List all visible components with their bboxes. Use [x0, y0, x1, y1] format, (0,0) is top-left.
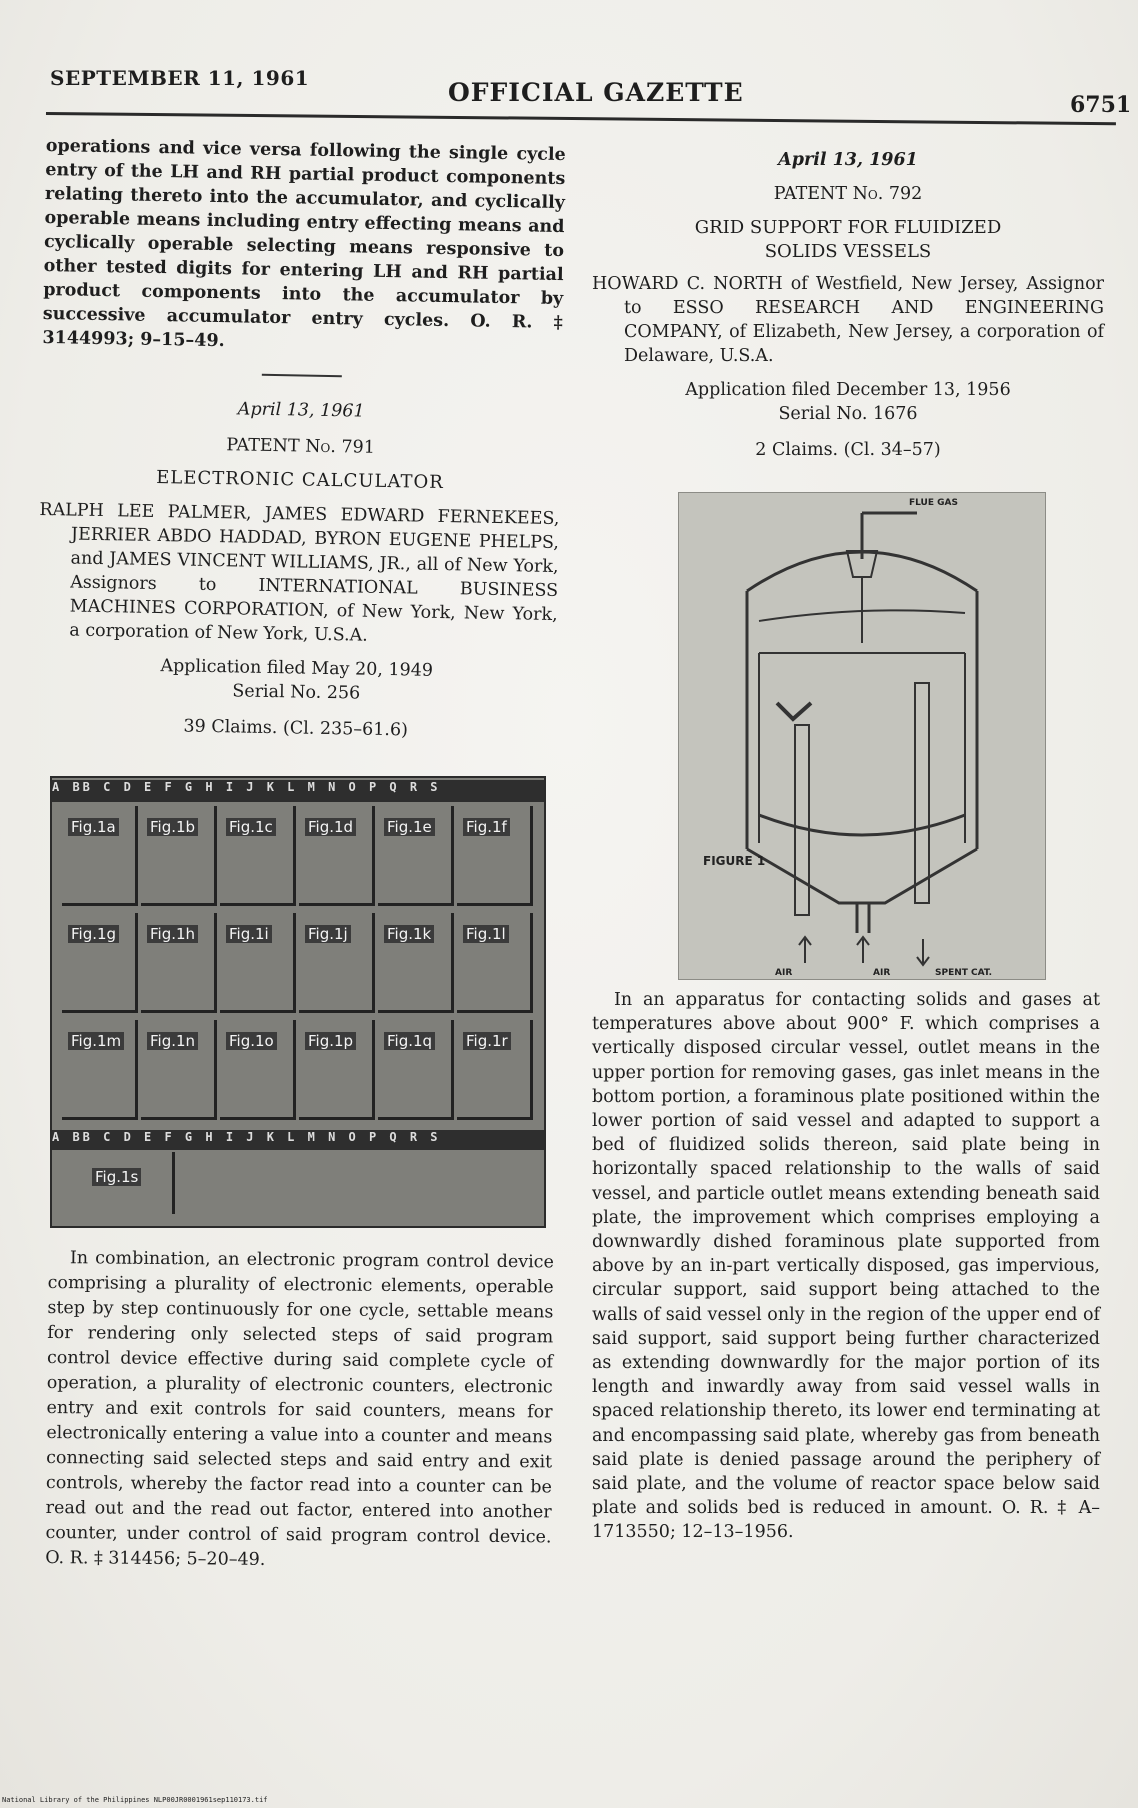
figure-cell: [220, 913, 296, 1013]
scan-footer: National Library of the Philippines NLP00JR0001961sep110173.tif: [2, 1796, 268, 1804]
figure-bottom-band: A BB C D E F G H I J K L M N O P Q R S: [52, 1130, 544, 1150]
standpipe-right: [915, 683, 929, 903]
figure-cell-label: Fig.1a: [68, 818, 119, 836]
figure-cell-label: Fig.1m: [68, 1032, 124, 1050]
figure-cell: [220, 1020, 296, 1120]
figure-cell-label: Fig.1n: [147, 1032, 198, 1050]
header-page-number: 6751: [1070, 92, 1132, 118]
figure-cell-label: Fig.1i: [226, 925, 272, 943]
patent-792-title-line1: GRID SUPPORT FOR FLUIDIZED: [694, 217, 1002, 238]
figure-cell: [62, 1020, 138, 1120]
figure-bottom-label-air-2: AIR: [873, 968, 891, 978]
figure-cell: [141, 1020, 217, 1120]
patent-791-abstract-block: [45, 1246, 554, 1575]
figure-cell: [141, 913, 217, 1013]
vessel-drawing: [679, 493, 1045, 979]
patent-791-date: April 13, 1961: [237, 399, 365, 422]
patent-792-title-line2: SOLIDS VESSELS: [764, 241, 932, 262]
figure-cell-label: Fig.1j: [305, 925, 351, 943]
figure-cell-label: Fig.1l: [463, 925, 509, 943]
figure-cell-label: Fig.1b: [147, 818, 198, 836]
patent-792-serial: Serial No. 1676: [778, 404, 918, 424]
air-arrow-1: [799, 937, 811, 963]
figure-top-band: A BB C D E F G H I J K L M N O P Q R S: [52, 780, 544, 802]
right-column: [592, 148, 1104, 462]
patent-791-serial: Serial No. 256: [232, 681, 361, 704]
left-column: [35, 134, 565, 745]
figure-cell-label: Fig.1e: [384, 818, 435, 836]
figure-cell-label: Fig.1d: [305, 818, 356, 836]
figure-top-label: FLUE GAS: [909, 498, 958, 508]
grid-plate: [759, 815, 965, 835]
figure-cell: [299, 913, 375, 1013]
patent-791-abstract: In combination, an electronic program control device comprising a plurality of electronic elements, operable step by step continuously for one cycle, settable means for rendering only selected steps of said program control device effective during said complete cycle of operation, a plurality of electronic counters, electronic entry and exit controls for said counters, means for electronically entering a value into a counter and means connecting said selected steps and said entry and exit controls, whereby the factor read into a counter can be read out and the read out factor, entered into another counter, under control of said program control device. O. R. ‡ 314456; 5–20–49.: [45, 1248, 554, 1570]
figure-bottom-label-spent-cat: SPENT CAT.: [935, 968, 993, 978]
header-title: OFFICIAL GAZETTE: [448, 78, 744, 107]
figure-foot-label: Fig.1s: [92, 1168, 141, 1186]
figure-bottom-label-air-1: AIR: [775, 968, 793, 978]
patent-791-title: ELECTRONIC CALCULATOR: [156, 466, 444, 493]
figure-cell-label: Fig.1h: [147, 925, 198, 943]
figure-cell: [378, 806, 454, 906]
patent-791-inventors: RALPH LEE PALMER, JAMES EDWARD FERNEKEES, JERRIER ABDO HADDAD, BYRON EUGENE PHELPS, and JAMES VINCENT WILLIAMS, JR., all of New York, Assignors to INTERNATIONAL BUSINESS MACHINES CORPORATION, of New York, New York, a corporation of New York, U.S.A.: [39, 499, 560, 646]
figure-cell: [378, 1020, 454, 1120]
figure-cell: [378, 913, 454, 1013]
patent-792-inventors: HOWARD C. NORTH of Westfield, New Jersey, Assignor to ESSO RESEARCH AND ENGINEERING COMPANY, of Elizabeth, New Jersey, a corporation of Delaware, U.S.A.: [592, 274, 1104, 366]
figure-cell: [457, 806, 533, 906]
figure-cell-label: Fig.1p: [305, 1032, 356, 1050]
header-date: SEPTEMBER 11, 1961: [50, 66, 310, 90]
standpipe-left: [795, 725, 809, 915]
figure-cell-label: Fig.1o: [226, 1032, 277, 1050]
figure-label: FIGURE 1: [703, 854, 766, 868]
continuation-text: operations and vice versa following the single cycle entry of the LH and RH partial product components relating thereto into the accumulator, and cyclically operable means including entry effecting means and cyclically operable selecting means responsive to other tested digits for entering LH and RH partial product components into the accumulator by successive accumulator entry cycles. O. R. ‡ 3144993; 9–15–49.: [42, 135, 566, 352]
figure-cell: [62, 806, 138, 906]
patent-792-claims: 2 Claims. (Cl. 34–57): [755, 440, 941, 460]
figure-foot-cell: [62, 1152, 175, 1214]
patent-791-claims: 39 Claims. (Cl. 235–61.6): [183, 716, 409, 741]
patent-792-filed: Application filed December 13, 1956: [685, 380, 1011, 400]
header-rule: [46, 112, 1116, 125]
patent-792-figure: [678, 492, 1046, 980]
patent-792-date: April 13, 1961: [778, 150, 918, 170]
patent-792-abstract: In an apparatus for contacting solids and gases at temperatures above about 900° F. which comprises a vertically disposed circular vessel, outlet means in the upper portion for removing gases, gas inlet means in the bottom portion, a foraminous plate positioned within the lower portion of said vessel and adapted to support a bed of fluidized solids thereon, said plate being in horizontally spaced relationship to the walls of said vessel, and particle outlet means extending beneath said plate, the improvement which comprises employing a downwardly dished foraminous plate supported from above by an in-part vertically disposed, gas impervious, circular support, said support being attached to the walls of said vessel only in the region of the upper end of said support, said support being further characterized as extending downwardly for the major portion of its length and inwardly away from said vessel walls in spaced relationship thereto, its lower end terminating at and encompassing said plate, whereby gas from beneath said plate is denied passage around the periphery of said plate, and the volume of reactor space below said plate and solids bed is reduced in amount. O. R. ‡ A–1713550; 12–13–1956.: [592, 990, 1100, 1543]
figure-cell-label: Fig.1k: [384, 925, 434, 943]
figure-cell-label: Fig.1g: [68, 925, 119, 943]
patent-791-figure: [50, 776, 546, 1228]
patent-792-number: PATENT No. 792: [773, 184, 923, 204]
figure-cell: [62, 913, 138, 1013]
air-arrow-2: [857, 937, 869, 963]
figure-cell-label: Fig.1r: [463, 1032, 511, 1050]
figure-cell: [457, 913, 533, 1013]
figure-cell: [220, 806, 296, 906]
figure-cell-label: Fig.1c: [226, 818, 276, 836]
figure-cell: [299, 806, 375, 906]
figure-cell: [457, 1020, 533, 1120]
patent-792-abstract-block: [592, 988, 1100, 1545]
section-divider: [262, 374, 342, 377]
patent-791-number: PATENT No. 791: [226, 435, 376, 458]
figure-cell-label: Fig.1q: [384, 1032, 435, 1050]
vessel-cone: [747, 849, 977, 903]
figure-cell: [299, 1020, 375, 1120]
figure-cell-label: Fig.1f: [463, 818, 510, 836]
figure-grid: [62, 806, 534, 1126]
patent-791-filed: Application filed May 20, 1949: [160, 656, 434, 681]
spent-cat-arrow: [917, 939, 929, 965]
figure-cell: [141, 806, 217, 906]
distributor-chevron: [777, 703, 811, 719]
